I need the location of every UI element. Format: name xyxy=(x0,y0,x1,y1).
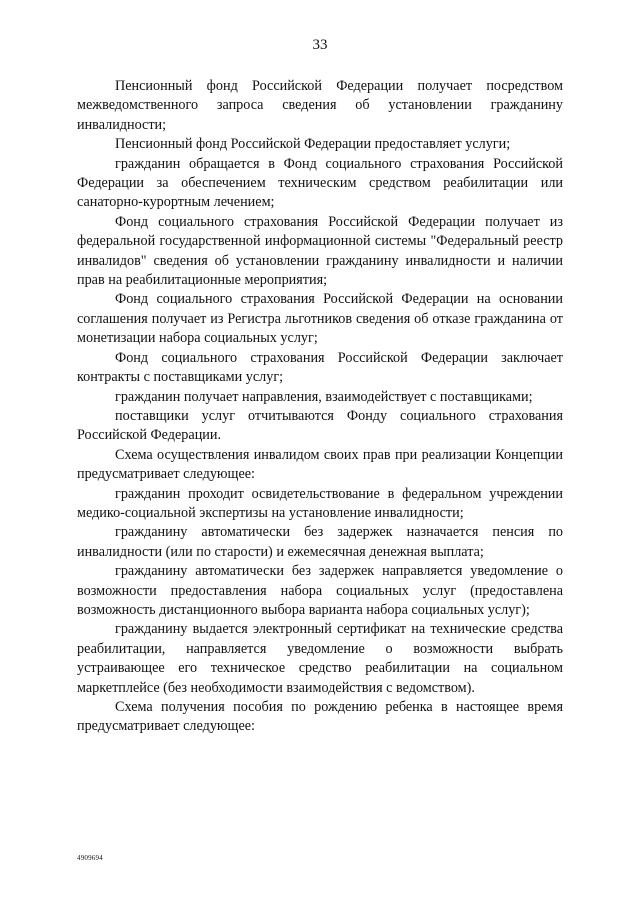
paragraph: Фонд социального страхования Российской Федерации заключает контракты с поставщиками услуг; xyxy=(77,349,563,386)
paragraph: Пенсионный фонд Российской Федерации предоставляет услуги; xyxy=(115,136,511,153)
paragraph: Пенсионный фонд Российской Федерации получает посредством межведомственного запроса сведения об установлении гражданину инвалидности; xyxy=(77,78,563,133)
paragraph: Схема осуществления инвалидом своих прав при реализации Концепции предусматривает следующее: xyxy=(77,446,563,483)
paragraph: гражданин получает направления, взаимодействует с поставщиками; xyxy=(115,388,533,405)
paragraph: Фонд социального страхования Российской Федерации получает из федеральной государственной информационной системы "Федеральный реестр инвалидов" сведения об установлении гражданину инвалидности и наличии прав на реабилитационные мероприятия; xyxy=(77,213,563,289)
paragraph: гражданину автоматически без задержек направляется уведомление о возможности предоставления набора социальных услуг (предоставлена возможность дистанционного выбора варианта набора социальных услуг); xyxy=(77,563,563,618)
page-number: 33 xyxy=(312,37,328,53)
document-code: 4909694 xyxy=(77,854,103,862)
document-body xyxy=(77,77,563,737)
paragraph: гражданин проходит освидетельствование в федеральном учреждении медико-социальной экспертизы на установление инвалидности; xyxy=(77,485,563,521)
paragraph: Схема получения пособия по рождению ребенка в настоящее время предусматривает следующее: xyxy=(77,699,563,735)
paragraph: Фонд социального страхования Российской Федерации на основании соглашения получает из Регистра льготников сведения об отказе гражданина от монетизации набора социальных услуг; xyxy=(77,291,563,347)
paragraph: гражданин обращается в Фонд социального страхования Российской Федерации за обеспечением техническим средством реабилитации или санаторно-курортным лечением; xyxy=(77,155,563,211)
paragraph: гражданину автоматически без задержек назначается пенсия по инвалидности (или по старости) и ежемесячная денежная выплата; xyxy=(77,524,563,560)
paragraph: поставщики услуг отчитываются Фонду социального страхования Российской Федерации. xyxy=(77,407,563,444)
paragraph: гражданину выдается электронный сертификат на технические средства реабилитации, направляется уведомление о возможности выбрать устраивающее его техническое средство реабилитации на социальном маркетплейсе (без необходимости взаимодействия с ведомством). xyxy=(77,621,563,696)
